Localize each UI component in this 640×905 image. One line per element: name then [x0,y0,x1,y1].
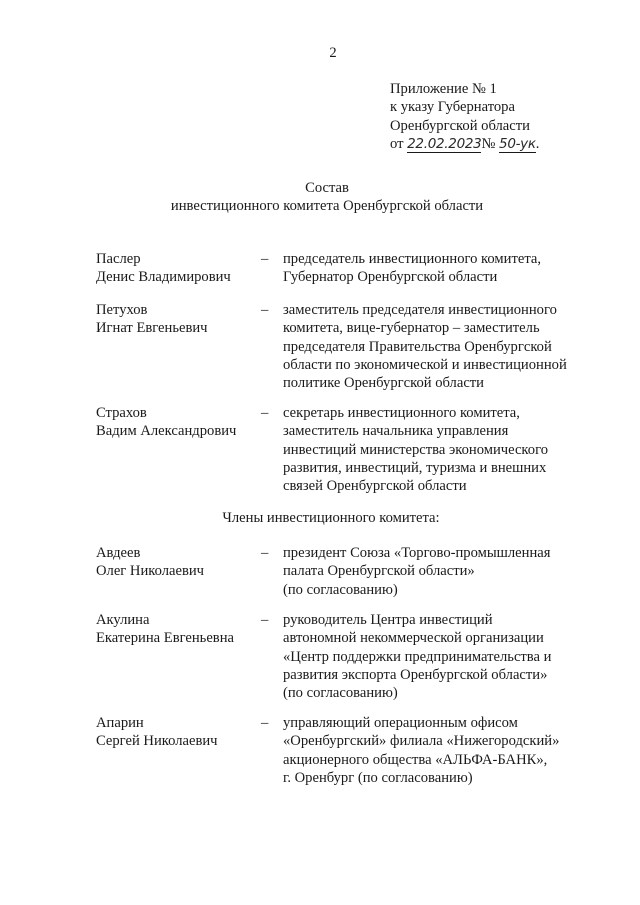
description-line: председатель инвестиционного комитета, [283,251,542,267]
dash: – [261,251,269,267]
position-description [283,250,573,287]
position-description [283,611,573,702]
description-line: акционерного общества «АЛЬФА-БАНК», [283,751,548,768]
person-name [96,714,269,751]
dash: – [261,612,269,628]
position-description [283,714,573,787]
description-line: области по экономической и инвестиционной [283,356,567,373]
appendix-line-2: к указу Губернатора [390,99,515,116]
given-names: Вадим Александрович [96,423,237,440]
dash: – [261,715,269,731]
dash: – [261,302,269,318]
description-line: связей Оренбургской области [283,478,467,495]
members-heading-text: Члены инвестиционного комитета: [222,510,440,526]
description-line: политике Оренбургской области [283,375,484,392]
position-description [283,301,573,392]
description-line: инвестиций министерства экономического [283,441,548,458]
page-number: 2 [329,45,337,61]
members-heading [0,509,640,527]
appendix-line-1: Приложение № 1 [390,81,497,97]
appendix-header [390,80,590,153]
description-line: заместитель начальника управления [283,423,509,440]
surname: Петухов [96,302,148,318]
description-line: автономной некоммерческой организации [283,630,544,647]
description-line: палата Оренбургской области» [283,563,475,580]
description-line: развития, инвестиций, туризма и внешних [283,459,547,476]
given-names: Сергей Николаевич [96,733,218,750]
surname: Акулина [96,612,150,628]
date-prefix: от [390,135,404,152]
surname: Паслер [96,251,141,267]
description-line: комитета, вице-губернатор – заместитель [283,320,540,337]
surname: Апарин [96,715,144,731]
title-line-1: Состав [305,180,349,196]
given-names: Олег Николаевич [96,563,205,580]
given-names: Игнат Евгеньевич [96,320,208,337]
person-name [96,404,269,441]
dash: – [261,405,269,421]
handwritten-number: 50-ук [499,135,536,152]
given-names: Екатерина Евгеньевна [96,630,234,647]
description-line: Губернатор Оренбургской области [283,269,498,286]
given-names: Денис Владимирович [96,269,231,286]
description-line: «Оренбургский» филиала «Нижегородский» [283,733,560,750]
description-line: управляющий операционным офисом [283,715,518,731]
handwritten-date: 22.02.2023 [407,135,482,152]
title-line-2: инвестиционного комитета Оренбургской области [170,198,484,215]
dash: – [261,545,269,561]
description-line: (по согласованию) [283,685,398,702]
description-line: секретарь инвестиционного комитета, [283,405,520,421]
description-line: г. Оренбург (по согласованию) [283,769,473,786]
surname: Авдеев [96,545,141,561]
description-line: председателя Правительства Оренбургской [283,338,552,355]
position-description [283,544,573,599]
description-line: президент Союза «Торгово-промышленная [283,545,551,561]
position-description [283,404,573,495]
document-title [0,179,640,216]
description-line: (по согласованию) [283,581,398,598]
surname: Страхов [96,405,147,421]
number-prefix: № [481,135,496,152]
person-name [96,544,269,581]
description-line: руководитель Центра инвестиций [283,612,493,628]
person-name [96,301,269,338]
description-line: «Центр поддержки предпринимательства и [283,648,552,665]
appendix-date-line: от 22.02.2023№ 50-ук. [390,135,540,152]
description-line: заместитель председателя инвестиционного [283,302,557,318]
person-name [96,250,269,287]
appendix-line-3: Оренбургской области [390,117,530,134]
person-name [96,611,269,648]
description-line: развития экспорта Оренбургской области» [283,666,548,683]
